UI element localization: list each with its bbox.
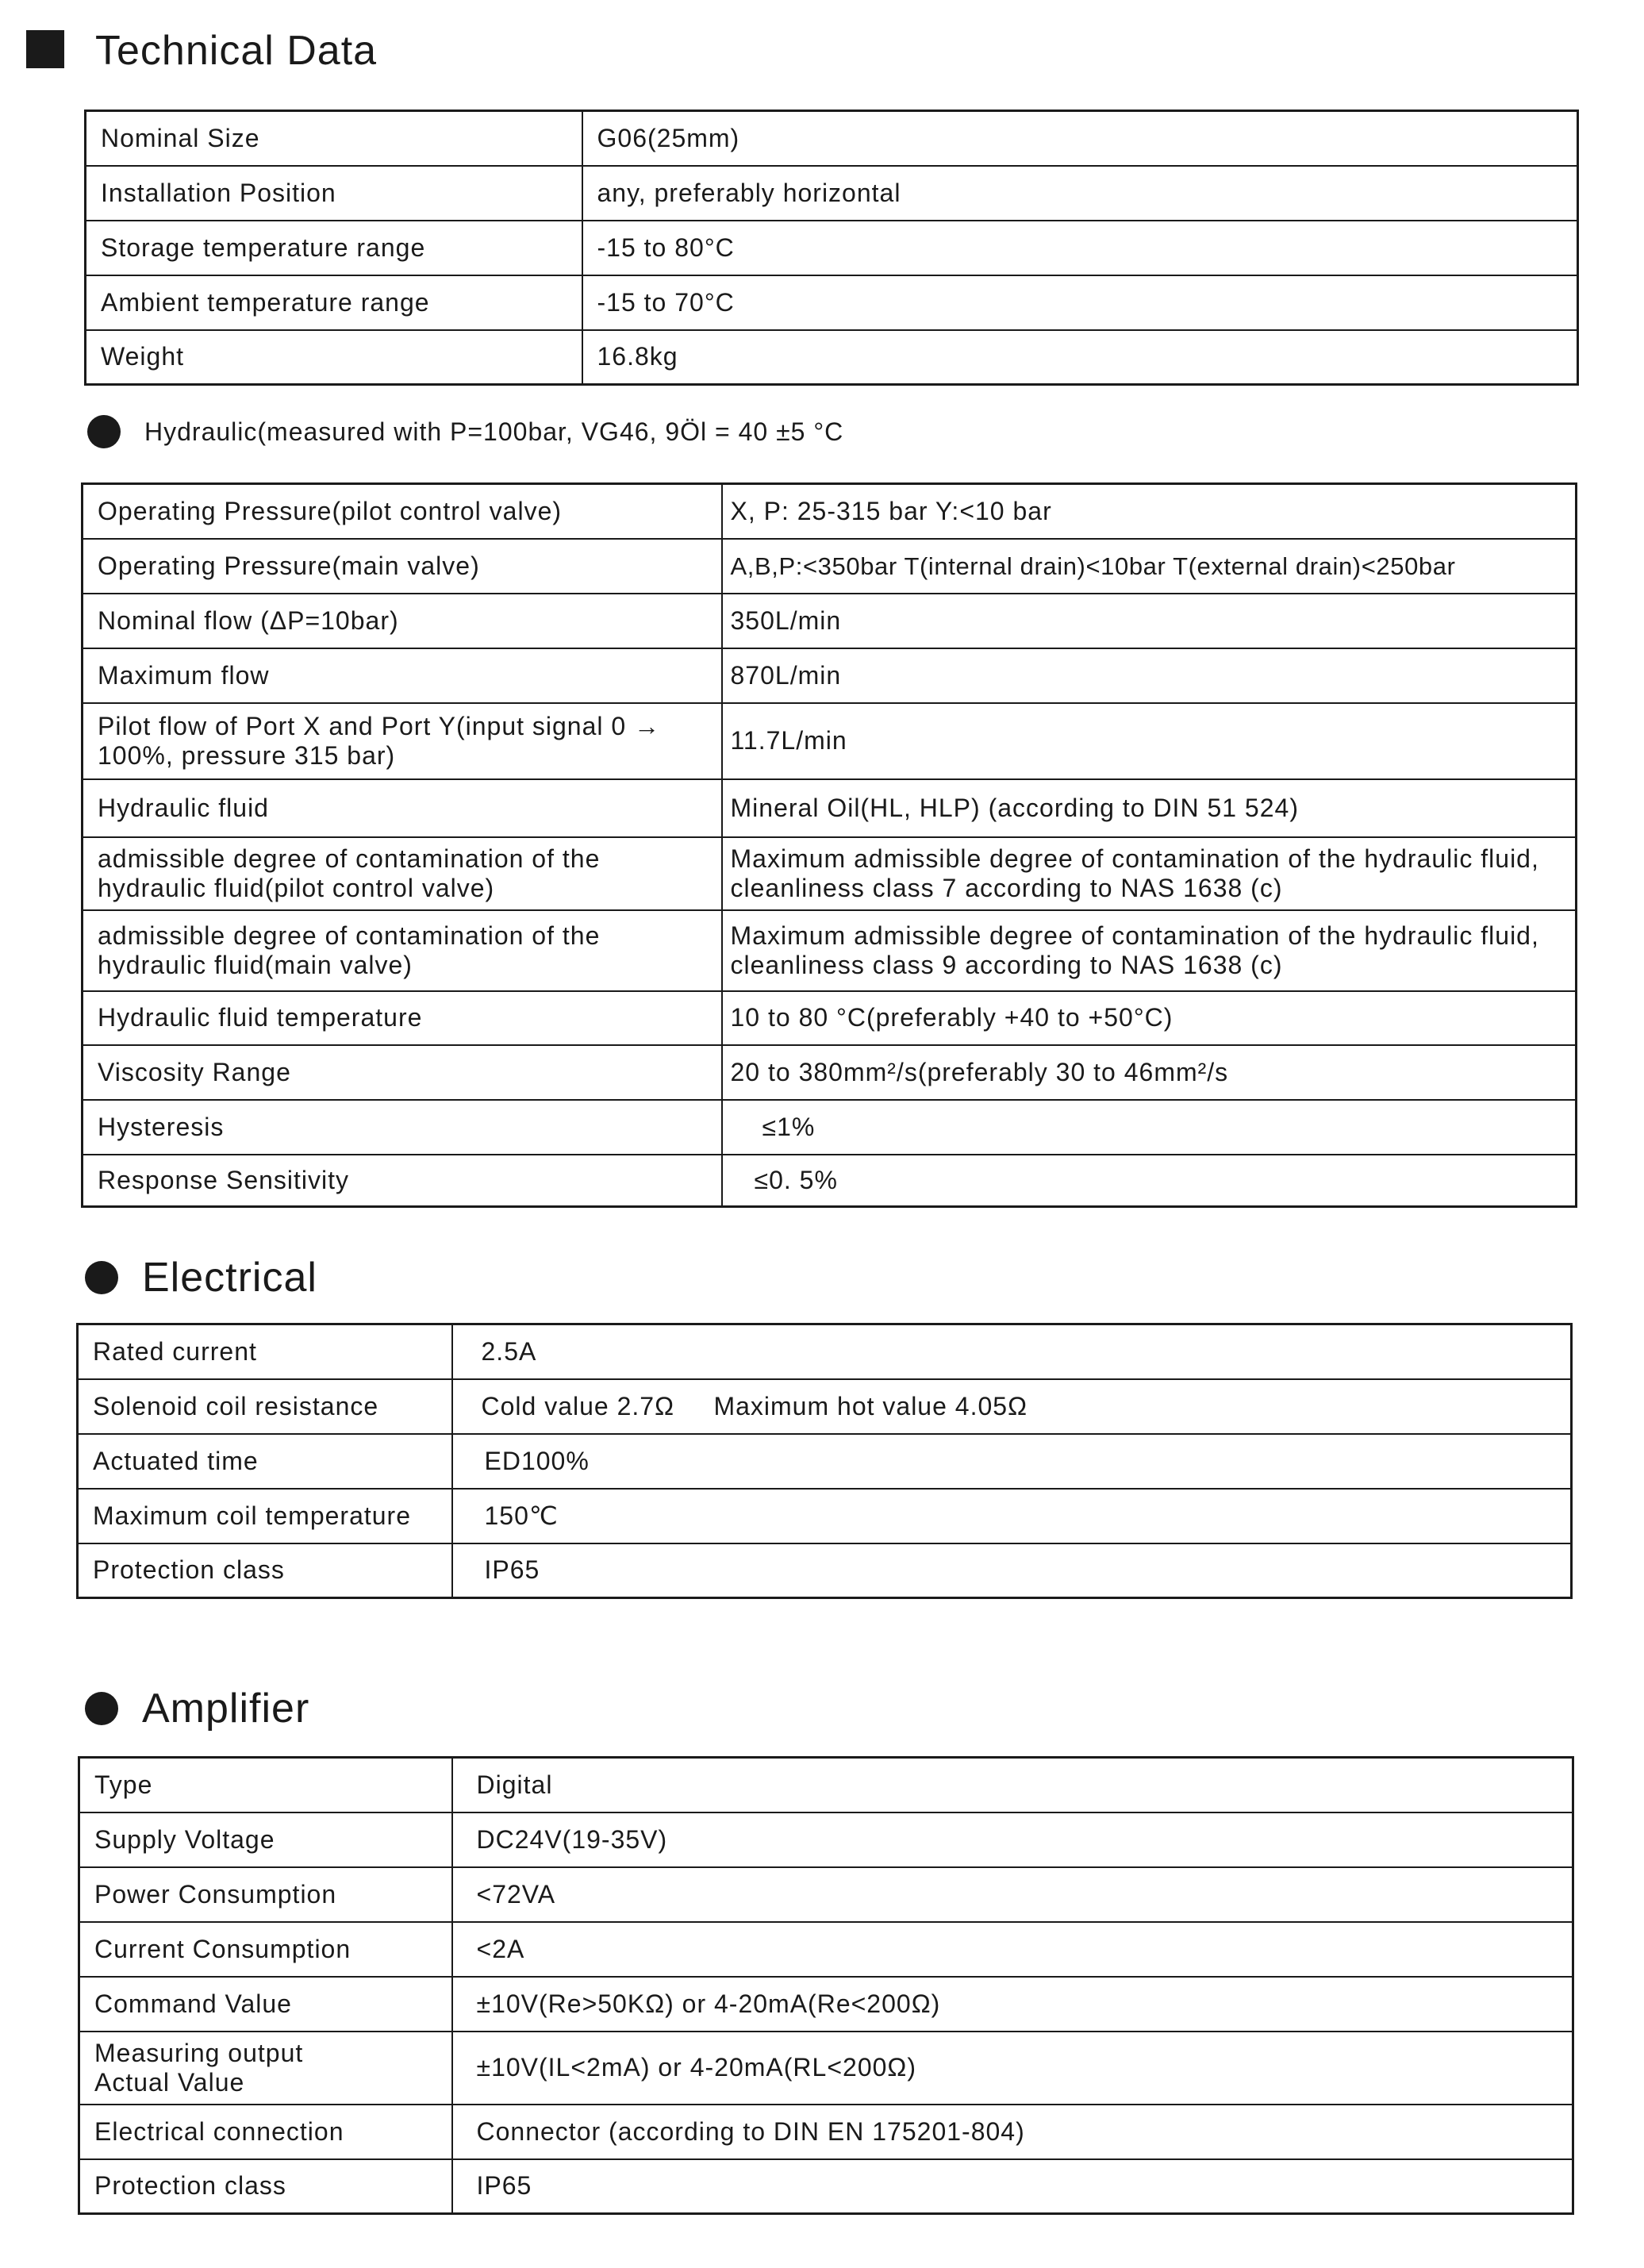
table-row	[83, 594, 1577, 648]
table-row	[78, 1324, 1572, 1379]
row-label: admissible degree of contamination of the hydraulic fluid(main valve)	[83, 910, 722, 991]
table-row	[79, 1867, 1573, 1922]
table-row	[79, 1977, 1573, 2032]
row-value: DC24V(19-35V)	[452, 1812, 1573, 1867]
table-row	[78, 1379, 1572, 1434]
bullet-icon	[87, 415, 121, 448]
electrical-table	[76, 1323, 1573, 1599]
row-label: Type	[79, 1758, 452, 1812]
table-row	[86, 275, 1578, 330]
row-value: IP65	[452, 1543, 1572, 1598]
bullet-icon	[85, 1692, 118, 1725]
row-label: Ambient temperature range	[86, 275, 582, 330]
row-value: Maximum admissible degree of contamination of the hydraulic fluid, cleanliness class 7 according to NAS 1638 (c)	[722, 837, 1577, 910]
table-row	[79, 2032, 1573, 2105]
row-label: Protection class	[79, 2159, 452, 2214]
row-label: Response Sensitivity	[83, 1155, 722, 1207]
page-title: Technical Data	[95, 28, 378, 74]
table-row	[83, 779, 1577, 837]
row-label: Current Consumption	[79, 1922, 452, 1977]
table-row	[83, 910, 1577, 991]
row-label: Pilot flow of Port X and Port Y(input signal 0 → 100%, pressure 315 bar)	[83, 703, 722, 779]
row-value: ±10V(IL<2mA) or 4-20mA(RL<200Ω)	[452, 2032, 1573, 2105]
table-row	[78, 1489, 1572, 1543]
row-value: ±10V(Re>50KΩ) or 4-20mA(Re<200Ω)	[452, 1977, 1573, 2032]
row-value: -15 to 70°C	[582, 275, 1578, 330]
row-label: Hydraulic fluid	[83, 779, 722, 837]
amplifier-heading-text: Amplifier	[142, 1686, 310, 1732]
table-row	[83, 703, 1577, 779]
row-label: Command Value	[79, 1977, 452, 2032]
row-value: Cold value 2.7Ω Maximum hot value 4.05Ω	[452, 1379, 1572, 1434]
hydraulic-heading-text: Hydraulic(measured with P=100bar, VG46, 9Öl = 40 ±5 °C	[144, 417, 844, 446]
table-row	[83, 1045, 1577, 1100]
table-row	[86, 111, 1578, 166]
bullet-icon	[85, 1261, 118, 1294]
row-value: 20 to 380mm²/s(preferably 30 to 46mm²/s	[722, 1045, 1577, 1100]
row-label: Maximum flow	[83, 648, 722, 703]
row-value: ≤1%	[722, 1100, 1577, 1155]
row-value: any, preferably horizontal	[582, 166, 1578, 221]
table-row	[86, 221, 1578, 275]
table-row	[83, 648, 1577, 703]
row-label: Power Consumption	[79, 1867, 452, 1922]
row-label: Actuated time	[78, 1434, 452, 1489]
title-square-icon	[26, 30, 64, 68]
row-label: Viscosity Range	[83, 1045, 722, 1100]
row-label: Supply Voltage	[79, 1812, 452, 1867]
row-value: ≤0. 5%	[722, 1155, 1577, 1207]
row-label: Weight	[86, 330, 582, 385]
amplifier-heading	[85, 1685, 309, 1732]
row-value: G06(25mm)	[582, 111, 1578, 166]
row-value: IP65	[452, 2159, 1573, 2214]
row-value: 150℃	[452, 1489, 1572, 1543]
hydraulic-table	[81, 482, 1577, 1208]
row-value: Maximum admissible degree of contamination of the hydraulic fluid, cleanliness class 9 according to NAS 1638 (c)	[722, 910, 1577, 991]
row-value: X, P: 25-315 bar Y:<10 bar	[722, 484, 1577, 539]
row-label: Electrical connection	[79, 2105, 452, 2159]
row-value: 2.5A	[452, 1324, 1572, 1379]
row-label: Installation Position	[86, 166, 582, 221]
table-row	[78, 1434, 1572, 1489]
row-label: Hydraulic fluid temperature	[83, 991, 722, 1045]
row-value: 11.7L/min	[722, 703, 1577, 779]
row-value: 350L/min	[722, 594, 1577, 648]
row-label: Maximum coil temperature	[78, 1489, 452, 1543]
row-label: Rated current	[78, 1324, 452, 1379]
table-row	[83, 1100, 1577, 1155]
hydraulic-heading	[87, 415, 843, 448]
row-value: 10 to 80 °C(preferably +40 to +50°C)	[722, 991, 1577, 1045]
row-label: Operating Pressure(pilot control valve)	[83, 484, 722, 539]
row-value: 16.8kg	[582, 330, 1578, 385]
row-label: Measuring output Actual Value	[79, 2032, 452, 2105]
table-row	[79, 2105, 1573, 2159]
row-value: -15 to 80°C	[582, 221, 1578, 275]
table-row	[79, 1758, 1573, 1812]
row-value: Mineral Oil(HL, HLP) (according to DIN 51 524)	[722, 779, 1577, 837]
row-value: 870L/min	[722, 648, 1577, 703]
row-label: Nominal Size	[86, 111, 582, 166]
row-value: Connector (according to DIN EN 175201-804)	[452, 2105, 1573, 2159]
row-value: ED100%	[452, 1434, 1572, 1489]
electrical-heading	[85, 1254, 317, 1301]
row-value: <2A	[452, 1922, 1573, 1977]
row-label: Nominal flow (ΔP=10bar)	[83, 594, 722, 648]
row-label: Protection class	[78, 1543, 452, 1598]
table-row	[86, 330, 1578, 385]
table-row	[79, 1922, 1573, 1977]
table-row	[83, 991, 1577, 1045]
row-label: Solenoid coil resistance	[78, 1379, 452, 1434]
table-row	[79, 1812, 1573, 1867]
table-row	[78, 1543, 1572, 1598]
table-row	[86, 166, 1578, 221]
row-label: Hysteresis	[83, 1100, 722, 1155]
row-label: Storage temperature range	[86, 221, 582, 275]
row-value: Digital	[452, 1758, 1573, 1812]
electrical-heading-text: Electrical	[142, 1255, 317, 1301]
general-data-table	[84, 110, 1579, 386]
row-value: A,B,P:<350bar T(internal drain)<10bar T(external drain)<250bar	[722, 539, 1577, 594]
table-row	[79, 2159, 1573, 2214]
row-value: <72VA	[452, 1867, 1573, 1922]
table-row	[83, 484, 1577, 539]
table-row	[83, 837, 1577, 910]
table-row	[83, 1155, 1577, 1207]
row-label: admissible degree of contamination of the hydraulic fluid(pilot control valve)	[83, 837, 722, 910]
row-label: Operating Pressure(main valve)	[83, 539, 722, 594]
table-row	[83, 539, 1577, 594]
amplifier-table	[78, 1756, 1574, 2215]
